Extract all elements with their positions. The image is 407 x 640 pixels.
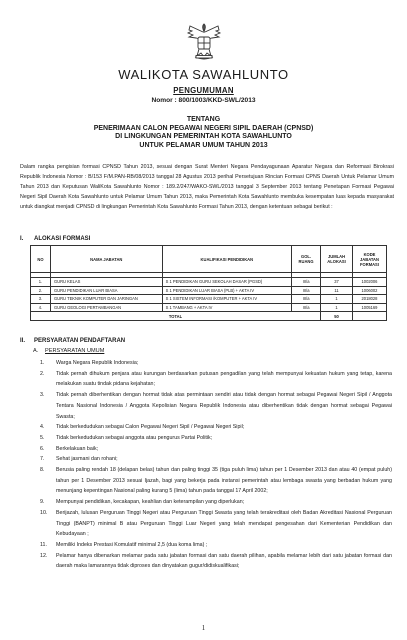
item-text: Tidak pernah dihukum penjara atau kurungan berdasarkan putusan pengadilan yang telah mempunyai kekuatan hukum yang tetap, karena melakukan suatu tindak pidana kejahatan; xyxy=(56,370,392,388)
cell-qualification: S 1 PENDIDIKAN GURU SEKOLAH DASAR (PGSD) xyxy=(162,278,292,287)
cell-qualification: S 1 SISTEM INFORMASI /KOMPUTER + AKTA IV xyxy=(162,295,292,304)
cell-code: 2018028 xyxy=(352,295,386,304)
list-item xyxy=(40,508,392,540)
item-text: Memiliki Indeks Prestasi Komulatif minimal 2,5 (dua koma lima) ; xyxy=(56,541,208,548)
column-header-code: KODE JABATAN FORMASI xyxy=(352,246,386,273)
cell-no: 4. xyxy=(31,303,51,312)
cell-allocation: 1 xyxy=(321,303,353,312)
cell-grade: III/a xyxy=(292,295,321,304)
total-value: 50 xyxy=(321,312,353,321)
item-text: Sehat jasmani dan rohani; xyxy=(56,456,118,463)
item-number: 10. xyxy=(40,509,48,516)
list-item xyxy=(40,497,392,508)
list-item xyxy=(40,390,392,422)
item-number: 6. xyxy=(40,445,45,452)
cell-allocation: 11 xyxy=(321,286,353,295)
cell-position: GURU GEOLOGI PERTAMBANGAN xyxy=(50,303,162,312)
cell-grade: III/a xyxy=(292,286,321,295)
page-number: 1 xyxy=(201,624,206,632)
item-number: 3. xyxy=(40,392,45,399)
garuda-emblem-icon xyxy=(186,20,222,62)
cell-code: 1005169 xyxy=(352,303,386,312)
announcement-title: PENGUMUMAN xyxy=(173,86,234,95)
item-text: Tidak berkedudukan sebagai Calon Pegawai Negeri Sipil / Pegawai Negeri Sipil; xyxy=(56,424,245,431)
item-number: 12. xyxy=(40,552,48,559)
item-text: Berijazah, lulusan Perguruan Tinggi Negeri atau Perguruan Tinggi Swasta yang telah terakreditasi oleh Badan Akreditasi Nasional Perguruan Tinggi (BANPT) minimal B atau Perguruan Tinggi Luar Negeri yang telah mendapat pengesahan dari Kementerian Pendidikan dan Kebudayaan ; xyxy=(56,509,392,538)
total-label: TOTAL xyxy=(31,312,321,321)
list-item xyxy=(40,454,392,465)
cell-qualification: S 1 TAMBANG + AKTA IV xyxy=(162,303,292,312)
section-heading-requirements xyxy=(20,338,125,344)
cell-position: GURU PENDIDIKAN LUAR BIASA xyxy=(50,286,162,295)
item-text: Tidak pernah diberhentikan dengan hormat tidak atas permintaan sendiri atau tidak dengan hormat sebagai Pegawai Negeri Sipil / Anggota Tentara Nasional Indonesia / Anggota Kepolisian Negara Republik Indonesia atau diberhentikan tidak dengan hormat sebagai Pegawai Swasta; xyxy=(56,392,392,420)
cell-allocation: 1 xyxy=(321,295,353,304)
item-text: Warga Negara Republik Indonesia; xyxy=(56,360,139,366)
subject-line: DI LINGKUNGAN PEMERINTAH KOTA SAWAHLUNTO xyxy=(115,133,292,141)
item-number: 11. xyxy=(40,541,47,548)
cell-no: 3. xyxy=(31,295,51,304)
list-item xyxy=(40,444,392,455)
list-item xyxy=(40,465,392,497)
cell-code: 1006002 xyxy=(352,286,386,295)
item-text: Berkelakuan baik; xyxy=(56,445,99,452)
section-number: II. xyxy=(20,338,26,344)
cell-position: GURU KELAS xyxy=(50,278,162,287)
list-item xyxy=(40,369,392,390)
item-number: 7. xyxy=(40,456,45,463)
item-number: 4. xyxy=(40,424,45,431)
subject-label: TENTANG xyxy=(186,116,221,123)
cell-grade: III/a xyxy=(292,303,321,312)
table-row xyxy=(31,278,387,287)
item-number: 2. xyxy=(40,370,45,377)
section-heading-allocation xyxy=(20,236,90,242)
subject-line: UNTUK PELAMAR UMUM TAHUN 2013 xyxy=(139,141,268,149)
table-row xyxy=(31,295,387,304)
list-item xyxy=(40,551,392,572)
cell-no: 1. xyxy=(31,278,51,287)
item-number: 1. xyxy=(40,360,45,366)
cell-empty xyxy=(352,312,386,321)
item-number: 8. xyxy=(40,467,45,474)
list-item xyxy=(40,433,392,444)
organization-name: WALIKOTA SAWAHLUNTO xyxy=(118,67,289,82)
subsection-heading-general xyxy=(33,348,104,354)
column-header-qualification: KUALIFIKASI PENDIDIKAN xyxy=(162,246,292,273)
subsection-letter: A. xyxy=(33,348,39,354)
list-item xyxy=(40,540,392,551)
column-header-grade: GOL. RUANG xyxy=(292,246,321,273)
requirements-list xyxy=(40,358,392,572)
item-number: 5. xyxy=(40,434,45,441)
item-text: Pelamar hanya dibenarkan melamar pada satu jabatan formasi dan satu daerah pilihan, apabila melamar lebih dari satu jabatan formasi dan daerah maka lamarannya tidak diproses dan dinyatakan gugur/didiskualifikasi; xyxy=(56,552,392,570)
table-header-row xyxy=(31,246,387,273)
section-number: I. xyxy=(20,236,24,242)
column-header-position: NAMA JABATAN xyxy=(50,246,162,273)
table-row xyxy=(31,286,387,295)
intro-text: Dalam rangka pengisian formasi CPNSD Tahun 2013, sesuai dengan Surat Menteri Negara Pendayagunaan Aparatur Negara dan Reformasi Birokrasi Republik Indonesia Nomor : B/153 F/M.PAN-RB/08/2013 tanggal 28 Agustus 2013 perihal Persetujuan Rincian Formasi CPNS Daerah Untuk Pelamar Umum Tahun 2013 dan Keputusan WaliKota Sawahlunto Nomor : 189.2/247/WAKO-SWL/2013 tanggal 3 September 2013 tentang Penetapan Formasi Pegawai Negeri Sipil Daerah Kota Sawahlunto untuk Pelamar Umum Tahun 2013, maka Pemerintah Kota Sawahlunto membuka kesempatan luas kepada masyarakat untuk diangkat menjadi CPNSD di lingkungan Pemerintah Kota Sawahlunto Formasi Tahun 2013, dengan ketentuan sebagai berikut : xyxy=(20,164,394,210)
cell-grade: III/a xyxy=(292,278,321,287)
cell-allocation: 37 xyxy=(321,278,353,287)
table-total-row xyxy=(31,312,387,321)
announcement-number: Nomor : 800/1003/KKD-SWL/2013 xyxy=(151,97,256,104)
section-title: PERSYARATAN PENDAFTARAN xyxy=(34,338,126,344)
item-text: Mempunyai pendidikan, kecakapan, keahlian dan keterampilan yang diperlukan; xyxy=(56,499,245,506)
intro-paragraph xyxy=(20,163,394,213)
cell-qualification: S 1 PENDIDIKAN LUAR BIASA (PLB) + AKTA IV xyxy=(162,286,292,295)
subject-line: PENERIMAAN CALON PEGAWAI NEGERI SIPIL DAERAH (CPNSD) xyxy=(93,124,314,132)
cell-position: GURU TEKNIK KOMPUTER DAN JARINGAN xyxy=(50,295,162,304)
subject-block xyxy=(0,116,407,150)
column-header-allocation: JUMLAH ALOKASI xyxy=(321,246,353,273)
item-text: Berusia paling rendah 18 (delapan belas) tahun dan paling tinggi 35 (tiga puluh lima) tahun per 1 Desember 2013 dan atau 40 (empat puluh) tahun per 1 Desember 2013 sesuai Ijazah, bagi yang bekerja pada instansi pemerintah atau lembaga swasta yang berbadan hukum yang menunjang kepentingan Nasional paling kurang 5 (lima) tahun pada tanggal 17 April 2002; xyxy=(56,467,392,495)
table-row xyxy=(31,303,387,312)
subsection-title: PERSYARATAN UMUM xyxy=(45,348,105,354)
list-item xyxy=(40,422,392,433)
list-item xyxy=(40,358,392,369)
section-title: ALOKASI FORMASI xyxy=(34,236,91,242)
item-number: 9. xyxy=(40,499,45,506)
formation-table xyxy=(30,245,387,321)
cell-code: 1002006 xyxy=(352,278,386,287)
column-header-no: NO xyxy=(31,246,51,273)
item-text: Tidak berkedudukan sebagai anggota atau pengurus Partai Politik; xyxy=(56,434,213,441)
cell-no: 2. xyxy=(31,286,51,295)
